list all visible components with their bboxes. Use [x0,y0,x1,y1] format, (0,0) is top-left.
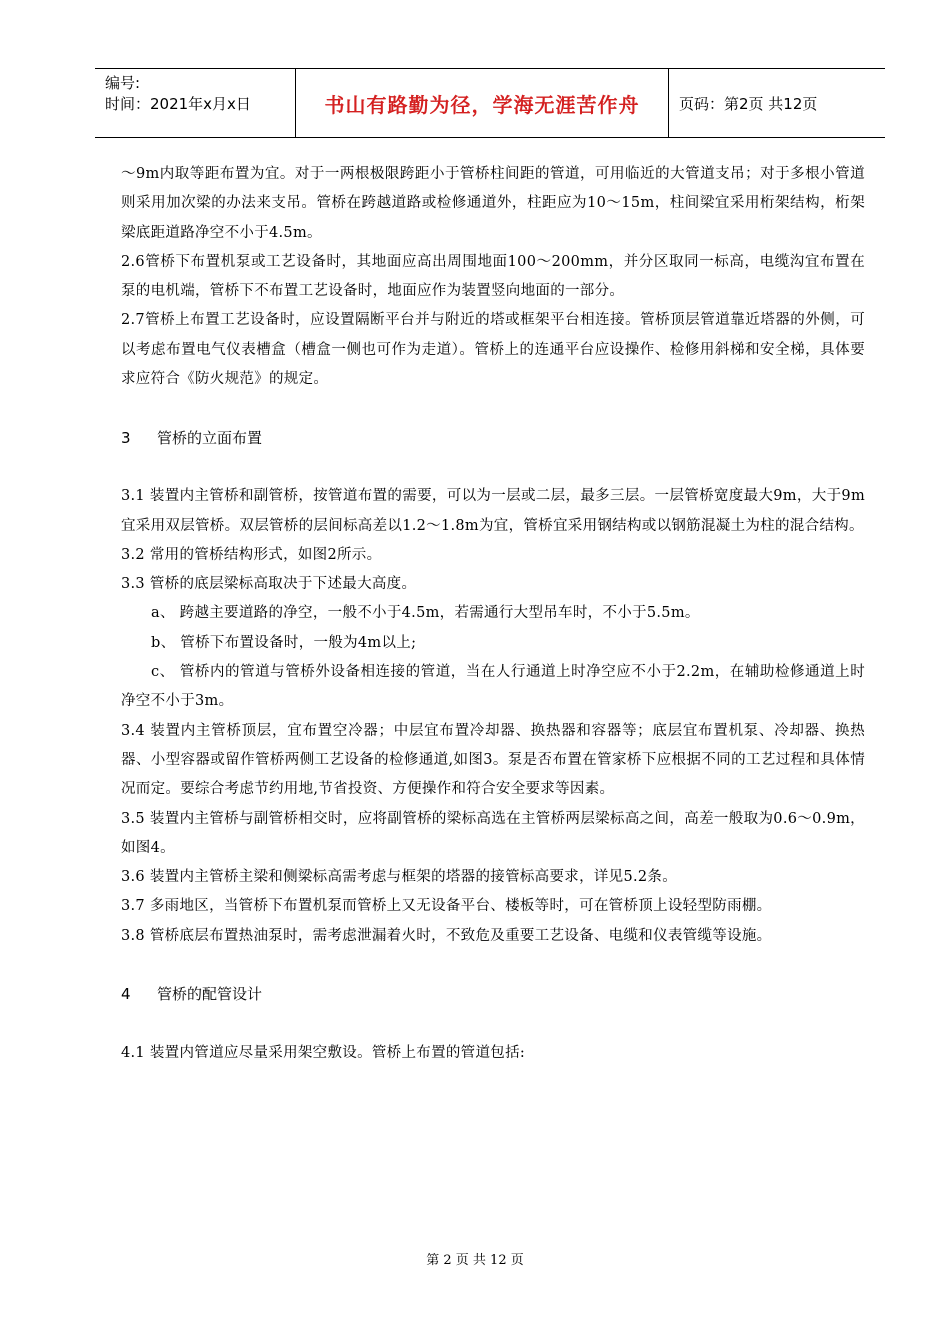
paragraph-3-8: 3.8 管桥底层布置热油泵时，需考虑泄漏着火时，不致危及重要工艺设备、电缆和仪表管缆等设施。 [121,927,772,944]
paragraph-2-6: 2.6管桥下布置机泵或工艺设备时，其地面应高出周围地面100～200mm，并分区取同一标高，电缆沟宜布置在泵的电机端，管桥下不布置工艺设备时，地面应作为装置竖向地面的一部分。 [121,253,865,300]
section-4-title: 管桥的配管设计 [157,985,263,1004]
header-motto-cell [296,69,669,137]
paragraph-3-6: 3.6 装置内主管桥主梁和侧梁标高需考虑与框架的塔器的接管标高要求，详见5.2条。 [121,869,678,886]
section-4-number: 4 [121,985,131,1004]
list-item-3-3-b: b、 管桥下布置设备时，一般为4m以上; [151,634,417,651]
paragraph-3-4: 3.4 装置内主管桥顶层，宜布置空冷器；中层宜布置冷却器、换热器和容器等；底层宜布置机泵、冷却器、换热器、小型容器或留作管桥两侧工艺设备的检修通道,如图3。泵是否布置在管家桥下应根据不同的工艺过程和具体情况而定。要综合考虑节约用地,节省投资、方便操作和符合安全要求等因素。 [121,722,865,798]
paragraph-3-3: 3.3 管桥的底层梁标高取决于下述最大高度。 [121,576,417,593]
paragraph-4-1: 4.1 装置内管道应尽量采用架空敷设。管桥上布置的管道包括: [121,1044,526,1061]
list-item-3-3-a: a、 跨越主要道路的净空，一般不小于4.5m，若需通行大型吊车时，不小于5.5m。 [151,605,700,622]
section-3-number: 3 [121,428,131,447]
paragraph-3-1: 3.1 装置内主管桥和副管桥，按管道布置的需要，可以为一层或二层，最多三层。一层管桥宽度最大9m，大于9m宜采用双层管桥。双层管桥的层间标高差以1.2～1.8m为宜，管桥宜采用钢结构或以钢筋混凝土为柱的混合结构。 [121,488,865,534]
section-heading-4 [121,980,865,1009]
paragraph-3-5: 3.5 装置内主管桥与副管桥相交时，应将副管桥的梁标高选在主管桥两层梁标高之间，高差一般取为0.6～0.9m，如图4。 [121,810,865,856]
paragraph-2-7: 2.7管桥上布置工艺设备时，应设置隔断平台并与附近的塔或框架平台相连接。管桥顶层管道靠近塔器的外侧，可以考虑布置电气仪表槽盒（槽盒一侧也可作为走道）。管桥上的连通平台应设操作、检修用斜梯和安全梯，具体要求应符合《防火规范》的规定。 [121,312,865,388]
section-heading-3 [121,424,865,453]
section-3-title: 管桥的立面布置 [157,428,263,447]
document-code-label: 编号: [105,74,141,92]
header-page-cell [669,69,885,137]
header-motto: 书山有路勤为径，学海无涯苦作舟 [324,92,640,117]
header-info-cell [95,69,296,137]
list-item-3-3-c: c、 管桥内的管道与管桥外设备相连接的管道，当在人行通道上时净空应不小于2.2m，在辅助检修通道上时净空不小于3m。 [121,664,865,710]
page-header [95,68,885,138]
page-footer: 第 2 页 共 12 页 [426,1253,524,1268]
paragraph-3-2: 3.2 常用的管桥结构形式，如图2所示。 [121,546,382,563]
document-time-label: 时间：2021年x月x日 [105,95,251,113]
document-body [121,160,865,1068]
header-page-number: 页码：第2页 共12页 [679,94,818,113]
paragraph-3-7: 3.7 多雨地区，当管桥下布置机泵而管桥上又无设备平台、楼板等时，可在管桥顶上设轻型防雨棚。 [121,898,772,915]
paragraph-continuation: ～9m内取等距布置为宜。对于一两根极限跨距小于管桥柱间距的管道，可用临近的大管道支吊；对于多根小管道则采用加次梁的办法来支吊。管桥在跨越道路或检修通道外，柱距应为10～15m，柱间梁宜采用桁架结构，桁架梁底距道路净空不小于4.5m。 [121,166,865,241]
